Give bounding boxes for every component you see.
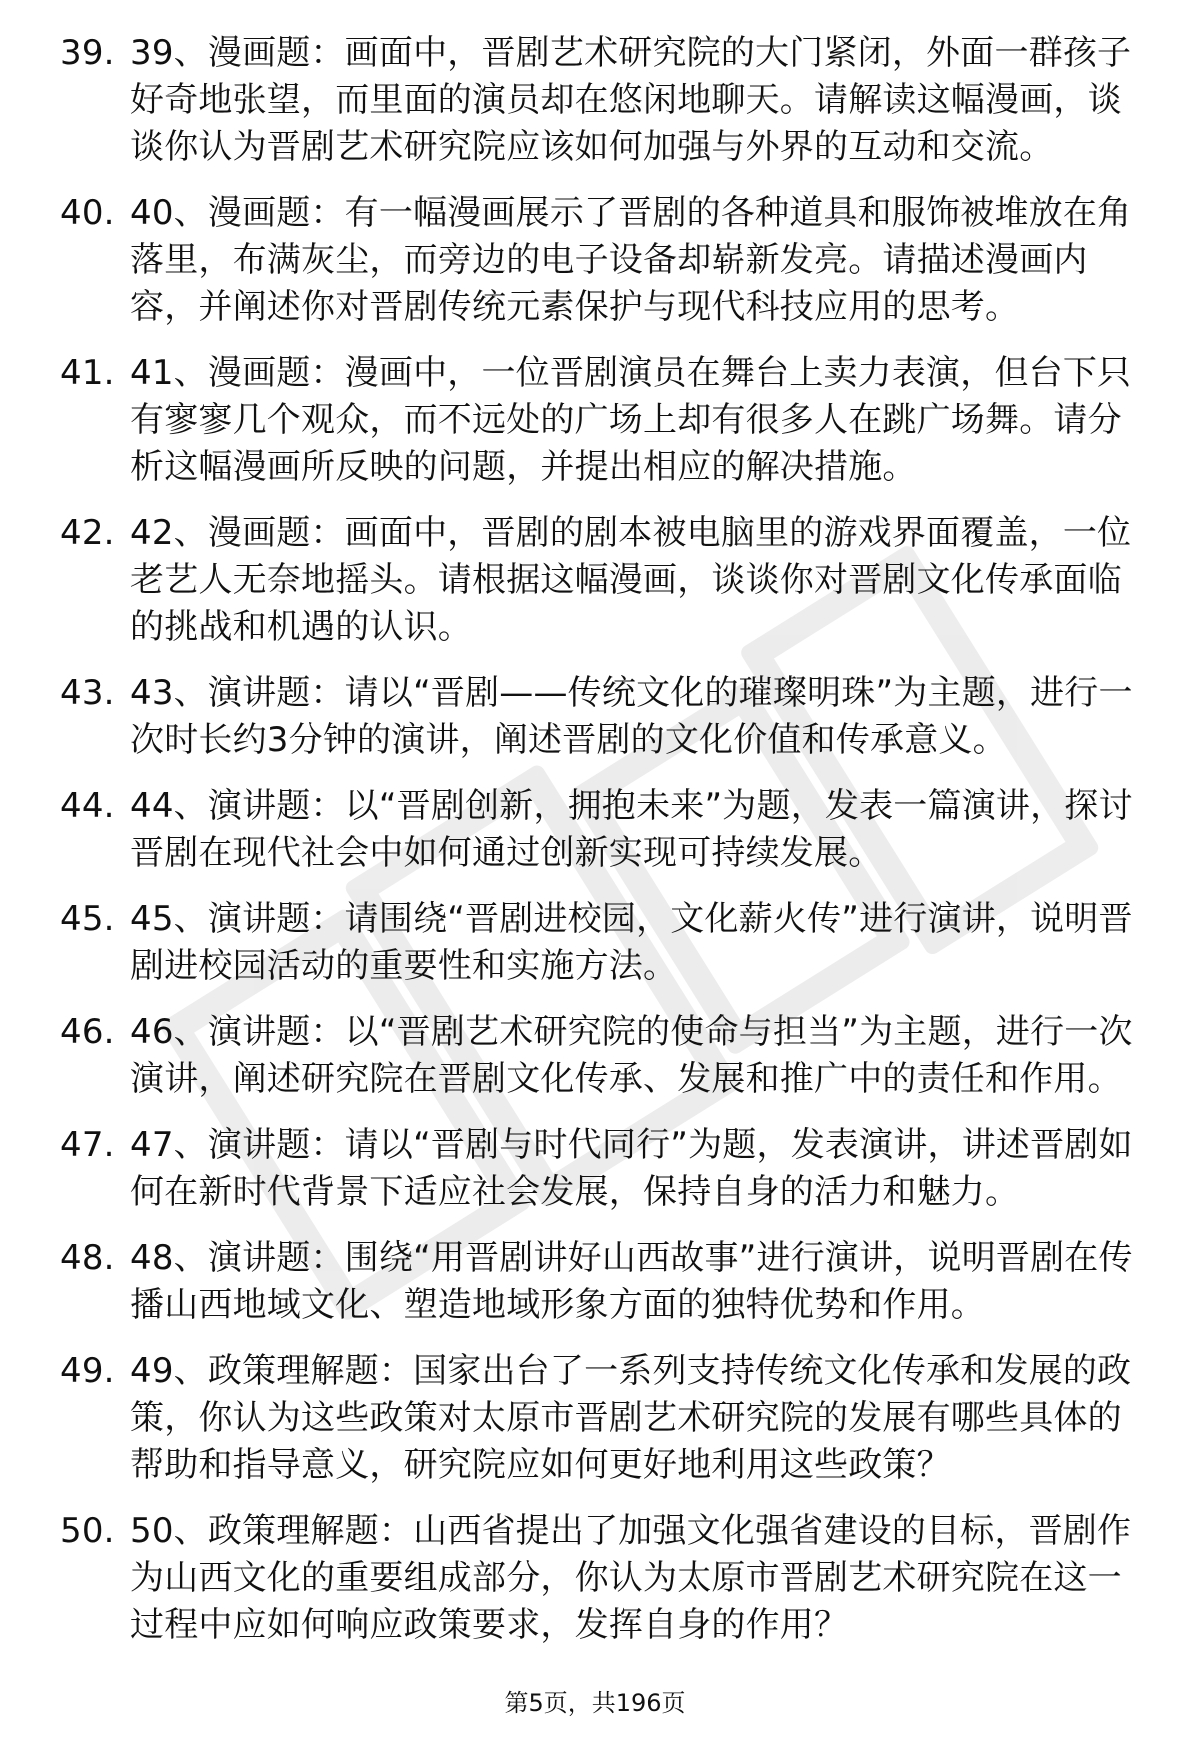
question-text: 49、政策理解题：国家出台了一系列支持传统文化传承和发展的政策，你认为这些政策对太原市晋剧艺术研究院的发展有哪些具体的帮助和指导意义，研究院应如何更好地利用这些政策？ — [130, 1351, 1132, 1485]
question-text: 48、演讲题：围绕“用晋剧讲好山西故事”进行演讲，说明晋剧在传播山西地域文化、塑造地域形象方面的独特优势和作用。 — [130, 1238, 1133, 1325]
question-number: 42. — [60, 513, 115, 553]
question-item — [0, 510, 1190, 651]
question-text: 45、演讲题：请围绕“晋剧进校园，文化薪火传”进行演讲，说明晋剧进校园活动的重要性和实施方法。 — [130, 899, 1133, 986]
question-item — [0, 1122, 1190, 1216]
question-number: 41. — [60, 353, 115, 393]
question-number: 48. — [60, 1238, 115, 1278]
question-number: 43. — [60, 673, 115, 713]
question-number: 49. — [60, 1351, 115, 1391]
question-list — [0, 30, 1190, 1668]
question-item — [0, 1009, 1190, 1103]
question-item — [0, 1508, 1190, 1649]
question-text: 50、政策理解题：山西省提出了加强文化强省建设的目标，晋剧作为山西文化的重要组成部分，你认为太原市晋剧艺术研究院在这一过程中应如何响应政策要求，发挥自身的作用？ — [130, 1511, 1132, 1645]
question-text: 43、演讲题：请以“晋剧——传统文化的璀璨明珠”为主题，进行一次时长约3分钟的演讲，阐述晋剧的文化价值和传承意义。 — [130, 673, 1133, 760]
question-number: 40. — [60, 193, 115, 233]
question-number: 44. — [60, 786, 115, 826]
question-item — [0, 350, 1190, 491]
question-number: 45. — [60, 899, 115, 939]
question-item — [0, 30, 1190, 171]
question-text: 40、漫画题：有一幅漫画展示了晋剧的各种道具和服饰被堆放在角落里，布满灰尘，而旁边的电子设备却崭新发亮。请描述漫画内容，并阐述你对晋剧传统元素保护与现代科技应用的思考。 — [130, 193, 1132, 327]
question-item — [0, 190, 1190, 331]
question-item — [0, 670, 1190, 764]
question-number: 39. — [60, 33, 115, 73]
question-number: 50. — [60, 1511, 115, 1551]
question-text: 41、漫画题：漫画中，一位晋剧演员在舞台上卖力表演，但台下只有寥寥几个观众，而不远处的广场上却有很多人在跳广场舞。请分析这幅漫画所反映的问题，并提出相应的解决措施。 — [130, 353, 1132, 487]
question-text: 42、漫画题：画面中，晋剧的剧本被电脑里的游戏界面覆盖，一位老艺人无奈地摇头。请根据这幅漫画，谈谈你对晋剧文化传承面临的挑战和机遇的认识。 — [130, 513, 1132, 647]
question-text: 39、漫画题：画面中，晋剧艺术研究院的大门紧闭，外面一群孩子好奇地张望，而里面的演员却在悠闲地聊天。请解读这幅漫画，谈谈你认为晋剧艺术研究院应该如何加强与外界的互动和交流。 — [130, 33, 1132, 167]
question-text: 44、演讲题：以“晋剧创新，拥抱未来”为题，发表一篇演讲，探讨晋剧在现代社会中如何通过创新实现可持续发展。 — [130, 786, 1133, 873]
question-number: 47. — [60, 1125, 115, 1165]
page-footer: 第5页，共196页 — [504, 1689, 686, 1717]
question-item — [0, 1235, 1190, 1329]
question-text: 46、演讲题：以“晋剧艺术研究院的使命与担当”为主题，进行一次演讲，阐述研究院在晋剧文化传承、发展和推广中的责任和作用。 — [130, 1012, 1133, 1099]
question-item — [0, 1348, 1190, 1489]
question-text: 47、演讲题：请以“晋剧与时代同行”为题，发表演讲，讲述晋剧如何在新时代背景下适应社会发展，保持自身的活力和魅力。 — [130, 1125, 1133, 1212]
question-item — [0, 783, 1190, 877]
question-item — [0, 896, 1190, 990]
question-number: 46. — [60, 1012, 115, 1052]
